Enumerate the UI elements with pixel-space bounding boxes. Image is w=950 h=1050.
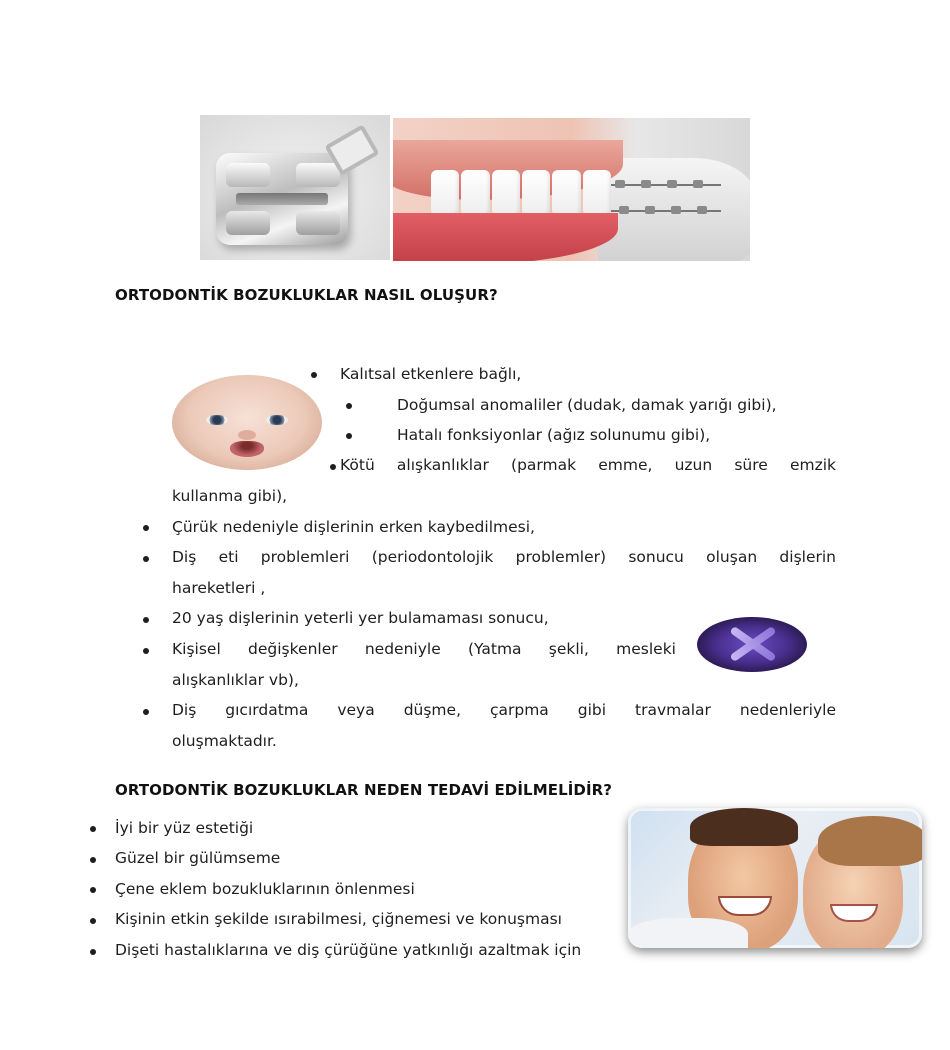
bullet: [346, 403, 352, 409]
list-item: Çene eklem bozukluklarının önlenmesi: [115, 880, 415, 898]
bullet: [143, 648, 149, 654]
bullet: [311, 372, 317, 378]
bullet: [90, 887, 96, 893]
list-item: Doğumsal anomaliler (dudak, damak yarığı gibi),: [397, 396, 777, 414]
braces-smile-image: [393, 118, 750, 261]
list-item: Çürük nedeniyle dişlerinin erken kaybedilmesi,: [172, 518, 535, 536]
list-item: İyi bir yüz estetiği: [115, 819, 254, 837]
smiling-couple-image: [628, 808, 922, 948]
list-item: Hatalı fonksiyonlar (ağız solunumu gibi),: [397, 426, 711, 444]
list-item-continuation: oluşmaktadır.: [172, 732, 277, 750]
chromosome-image: [697, 617, 807, 672]
list-item: Kalıtsal etkenlere bağlı,: [340, 365, 522, 383]
section1-heading: ORTODONTİK BOZUKLUKLAR NASIL OLUŞUR?: [115, 286, 498, 304]
bullet: [90, 949, 96, 955]
orthodontic-bracket-image: [200, 115, 390, 260]
list-item: Güzel bir gülümseme: [115, 849, 281, 867]
list-item: Kötü alışkanlıklar (parmak emme, uzun süre emzik: [340, 456, 836, 474]
list-item: Kişinin etkin şekilde ısırabilmesi, çiğnemesi ve konuşması: [115, 910, 562, 928]
section2-heading: ORTODONTİK BOZUKLUKLAR NEDEN TEDAVİ EDİLMELİDİR?: [115, 781, 613, 799]
bullet: [90, 857, 96, 863]
list-item: Kişisel değişkenler nedeniyle (Yatma şekli, mesleki: [172, 640, 676, 658]
bullet: [346, 433, 352, 439]
bullet: [143, 525, 149, 531]
list-item: 20 yaş dişlerinin yeterli yer bulamaması sonucu,: [172, 609, 549, 627]
list-item: Diş eti problemleri (periodontolojik problemler) sonucu oluşan dişlerin: [172, 548, 836, 566]
cleft-lip-baby-image: [172, 375, 322, 470]
list-item-continuation: alışkanlıklar vb),: [172, 671, 299, 689]
list-item-continuation: kullanma gibi),: [172, 487, 288, 505]
bullet: [143, 709, 149, 715]
bullet: [143, 617, 149, 623]
bullet: [90, 826, 96, 832]
bullet: [330, 464, 336, 470]
bullet: [143, 556, 149, 562]
list-item: Dişeti hastalıklarına ve diş çürüğüne yatkınlığı azaltmak için: [115, 941, 582, 959]
bullet: [90, 918, 96, 924]
list-item: Diş gıcırdatma veya düşme, çarpma gibi travmalar nedenleriyle: [172, 701, 836, 719]
list-item-continuation: hareketleri ,: [172, 579, 266, 597]
